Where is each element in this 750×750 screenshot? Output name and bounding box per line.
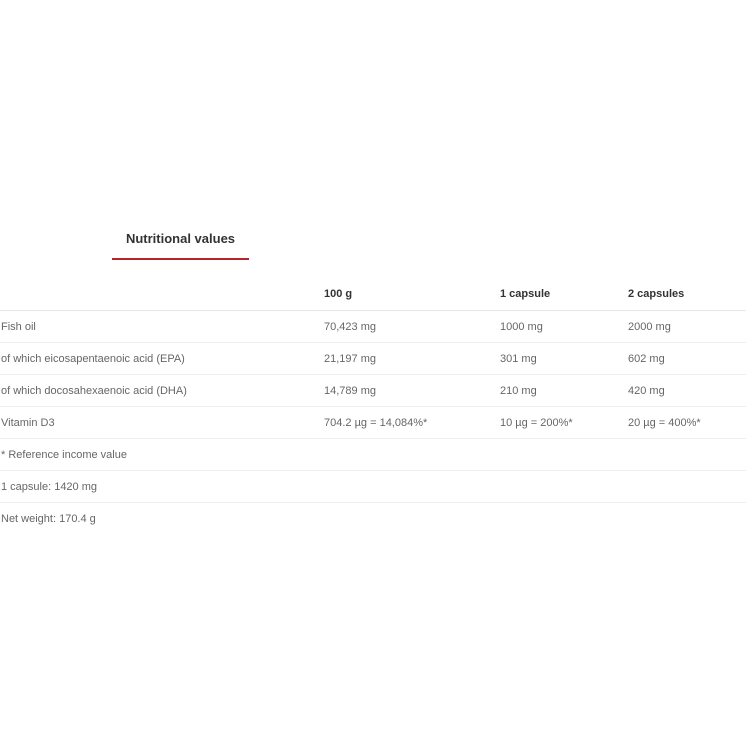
table-row <box>0 343 746 375</box>
capsule-weight-note: 1 capsule: 1420 mg <box>0 471 746 503</box>
nutrient-name: Fish oil <box>0 311 324 343</box>
value-1-capsule: 10 µg = 200%* <box>500 407 628 439</box>
column-header-1-capsule: 1 capsule <box>500 278 628 311</box>
nutrient-name: of which eicosapentaenoic acid (EPA) <box>0 343 324 375</box>
table-row <box>0 375 746 407</box>
table-row <box>0 311 746 343</box>
value-100g: 704.2 µg = 14,084%* <box>324 407 500 439</box>
value-1-capsule: 210 mg <box>500 375 628 407</box>
column-header-nutrient <box>0 278 324 311</box>
value-2-capsules: 420 mg <box>628 375 746 407</box>
nutrient-name: of which docosahexaenoic acid (DHA) <box>0 375 324 407</box>
column-header-2-capsules: 2 capsules <box>628 278 746 311</box>
value-1-capsule: 301 mg <box>500 343 628 375</box>
tab-nutritional-values[interactable]: Nutritional values <box>125 231 236 246</box>
table-header-row <box>0 278 746 311</box>
column-header-100g: 100 g <box>324 278 500 311</box>
value-100g: 70,423 mg <box>324 311 500 343</box>
value-1-capsule: 1000 mg <box>500 311 628 343</box>
value-2-capsules: 2000 mg <box>628 311 746 343</box>
nutrition-table <box>0 278 746 534</box>
active-tab-indicator <box>112 258 249 260</box>
value-2-capsules: 602 mg <box>628 343 746 375</box>
value-2-capsules: 20 µg = 400%* <box>628 407 746 439</box>
note-row <box>0 503 746 535</box>
value-100g: 14,789 mg <box>324 375 500 407</box>
value-100g: 21,197 mg <box>324 343 500 375</box>
tab-bar <box>112 228 249 260</box>
note-row <box>0 471 746 503</box>
net-weight-note: Net weight: 170.4 g <box>1 512 96 525</box>
nutrient-name: Vitamin D3 <box>0 407 324 439</box>
table-row <box>0 407 746 439</box>
reference-note: * Reference income value <box>0 439 746 471</box>
note-row <box>0 439 746 471</box>
